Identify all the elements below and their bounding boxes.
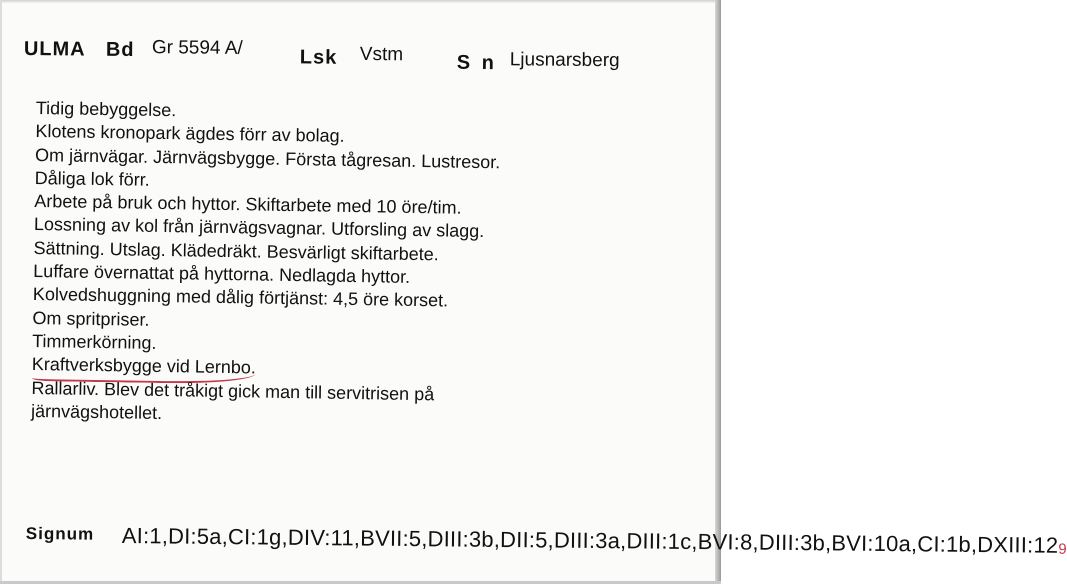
entry-line: Om spritpriser.	[32, 307, 150, 330]
signum-codes	[121, 521, 1067, 560]
red-stamp-number: 9	[1058, 540, 1067, 558]
sn-label: S n	[456, 51, 497, 75]
card-edge-right	[715, 0, 721, 584]
card-edge-left	[0, 0, 2, 584]
entry-line: Lossning av kol från järnvägsvagnar. Utforsling av slagg.	[33, 214, 485, 242]
archive-code: ULMA	[23, 37, 86, 61]
lsk-value: Vstm	[359, 43, 404, 66]
entry-line: Tidig bebyggelse.	[35, 97, 177, 121]
entry-line: Kolvedshuggning med dålig förtjänst: 4,5 öre korset.	[32, 284, 449, 311]
card-header	[24, 34, 704, 74]
entry-line: Dåliga lok förr.	[34, 167, 150, 190]
signum-block	[25, 520, 1067, 558]
entry-line: Klotens kronopark ägdes förr av bolag.	[35, 121, 345, 147]
entry-line: Arbete på bruk och hyttor. Skiftarbete med 10 öre/tim.	[34, 191, 462, 218]
entry-line: Sättning. Utslag. Klädedräkt. Besvärligt skiftarbete.	[33, 237, 439, 265]
entry-line: Rallarliv. Blev det tråkigt gick man till servitrisen på järnvägshotellet.	[30, 377, 435, 423]
bd-label: Bd	[105, 38, 135, 61]
lsk-label: Lsk	[299, 46, 338, 69]
card-edge-top	[0, 0, 721, 3]
signum-label: Signum	[25, 523, 95, 544]
bd-value: Gr 5594 A/	[151, 37, 243, 59]
signum-code-list: AI:1,DI:5a,CI:1g,DIV:11,BVII:5,DIII:3b,DII:5,DIII:3a,DIII:1c,BVI:8,DIII:3b,BVI:10a,CI:1b,DXIII:12	[121, 523, 1059, 558]
entry-line: Om järnvägar. Järnvägsbygge. Första tågresan. Lustresor.	[34, 144, 501, 172]
sn-value: Ljusnarsberg	[509, 49, 620, 72]
content-entries	[31, 97, 676, 433]
entry-line: Luffare övernattat på hyttorna. Nedlagda hyttor.	[33, 261, 411, 287]
red-underlined-text: Kraftverksbygge vid Lernbo.	[32, 353, 257, 384]
entry-line: Timmerkörning.	[32, 330, 157, 353]
